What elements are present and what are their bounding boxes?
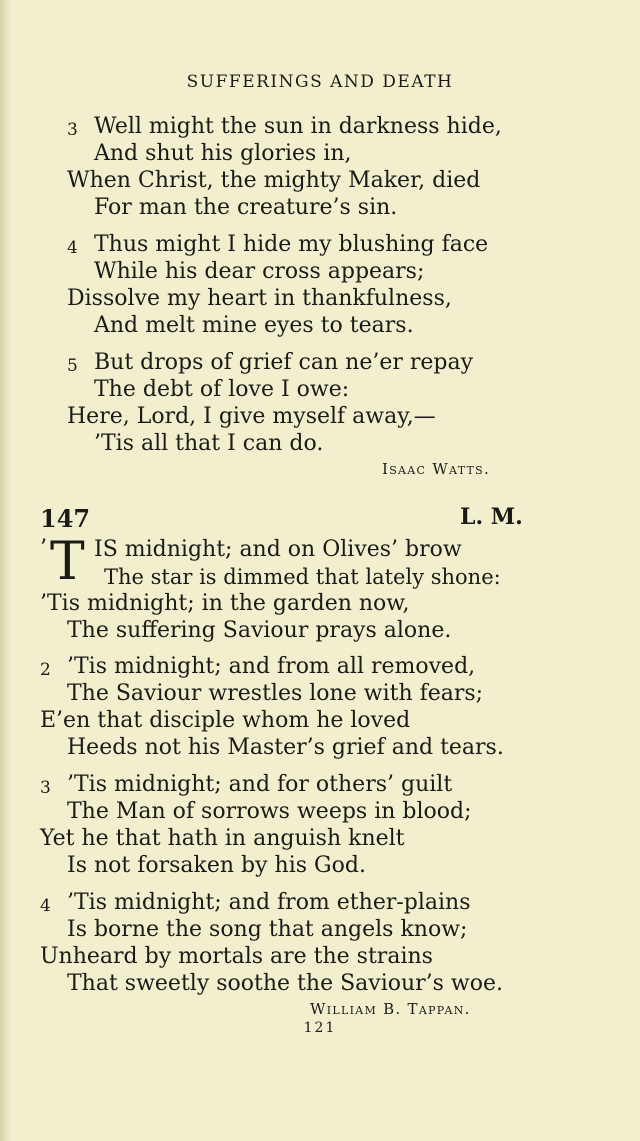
verse-number: 4 xyxy=(67,238,78,258)
hymn-number: 147 xyxy=(40,504,91,533)
verse-line: The Man of sorrows weeps in blood; xyxy=(67,799,472,824)
author: William B. Tappan. xyxy=(310,1000,471,1018)
verse-line: But drops of grief can ne’er repay xyxy=(94,350,474,375)
verse-line: ’Tis midnight; and from ether-plains xyxy=(67,890,471,915)
verse-line: IS midnight; and on Olives’ brow xyxy=(94,537,462,562)
verse-number: 3 xyxy=(67,120,78,140)
verse-line: When Christ, the mighty Maker, died xyxy=(67,168,481,193)
opening-apostrophe: ’ xyxy=(40,536,47,561)
verse-line: ’Tis midnight; in the garden now, xyxy=(40,591,410,616)
verse-line: While his dear cross appears; xyxy=(94,259,425,284)
drop-cap: T xyxy=(50,532,85,592)
verse-number: 4 xyxy=(40,896,51,916)
verse-line: Heeds not his Master’s grief and tears. xyxy=(67,735,504,760)
verse-line: ’Tis midnight; and from all removed, xyxy=(67,654,476,679)
page-edge xyxy=(0,0,12,1141)
verse-line: Dissolve my heart in thankfulness, xyxy=(67,286,452,311)
verse-line: For man the creature’s sin. xyxy=(94,195,398,220)
author: Isaac Watts. xyxy=(382,460,491,478)
verse-line: And melt mine eyes to tears. xyxy=(94,313,414,338)
verse-line: The debt of love I owe: xyxy=(94,377,350,402)
verse-line: ’Tis midnight; and for others’ guilt xyxy=(67,772,453,797)
verse-line: ’Tis all that I can do. xyxy=(94,431,324,456)
verse-line: Yet he that hath in anguish knelt xyxy=(40,826,405,851)
verse-line: Thus might I hide my blushing face xyxy=(94,232,489,257)
verse-line: Here, Lord, I give myself away,— xyxy=(67,404,436,429)
verse-number: 5 xyxy=(67,356,78,376)
hymn-meter: L. M. xyxy=(460,504,523,530)
verse-line: Unheard by mortals are the strains xyxy=(40,944,433,969)
page-number: 121 xyxy=(303,1020,337,1036)
verse-line: Is not forsaken by his God. xyxy=(67,853,366,878)
verse-line: Is borne the song that angels know; xyxy=(67,917,468,942)
verse-line: The star is dimmed that lately shone: xyxy=(104,565,501,589)
verse-line: E’en that disciple whom he loved xyxy=(40,708,411,733)
verse-number: 3 xyxy=(40,778,51,798)
verse-line: And shut his glories in, xyxy=(94,141,352,166)
verse-line: The suffering Saviour prays alone. xyxy=(67,618,452,643)
page-header: SUFFERINGS AND DEATH xyxy=(186,72,454,92)
verse-line: Well might the sun in darkness hide, xyxy=(94,114,502,139)
verse-line: The Saviour wrestles lone with fears; xyxy=(67,681,484,706)
verse-line: That sweetly soothe the Saviour’s woe. xyxy=(67,971,504,996)
verse-number: 2 xyxy=(40,660,51,680)
